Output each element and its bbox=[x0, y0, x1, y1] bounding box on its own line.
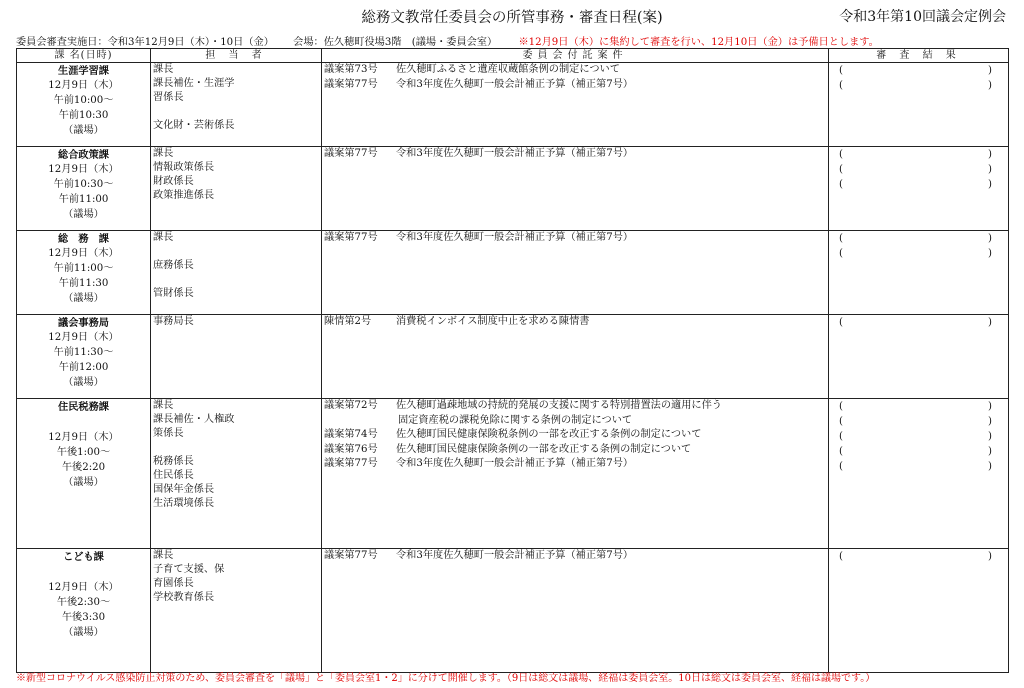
staff-entry: 課長 bbox=[153, 148, 174, 159]
table-row bbox=[17, 399, 1009, 549]
item-title: 令和3年度佐久穂町一般会計補正予算（補正第7号） bbox=[396, 232, 634, 243]
document-title: 総務文教常任委員会の所管事務・審査日程(案) bbox=[361, 10, 663, 26]
staff-cell bbox=[151, 63, 322, 147]
review-date: 12月9日（木） bbox=[48, 332, 119, 343]
result-open-paren: ( bbox=[839, 461, 843, 472]
staff-entry: 課長 bbox=[153, 232, 174, 243]
staff-entry: 文化財・芸術係長 bbox=[153, 120, 235, 131]
result-close-paren: ) bbox=[988, 80, 992, 91]
item-number: 議案第77号 bbox=[324, 78, 378, 90]
result-close-paren: ) bbox=[988, 179, 992, 190]
agenda-item bbox=[324, 414, 828, 429]
result-close-paren: ) bbox=[988, 317, 992, 328]
review-date: 12月9日（木） bbox=[48, 432, 119, 443]
results-cell bbox=[829, 315, 1009, 399]
result-close-paren: ) bbox=[988, 233, 992, 244]
staff-entry: 管財係長 bbox=[153, 288, 194, 299]
staff-entry: 住民係長 bbox=[153, 470, 194, 481]
item-number: 議案第77号 bbox=[324, 232, 378, 243]
items-cell bbox=[322, 147, 829, 231]
item-title: 固定資産税の課税免除に関する条例の制定について bbox=[398, 414, 633, 426]
result-open-paren: ( bbox=[839, 431, 843, 442]
time-start: 午後1:00～ bbox=[56, 447, 111, 458]
result-entry[interactable] bbox=[829, 162, 1008, 177]
result-open-paren: ( bbox=[839, 149, 843, 160]
result-close-paren: ) bbox=[988, 149, 992, 160]
item-title: 佐久穂町国民健康保険税条例の一部を改正する条例の制定について bbox=[396, 429, 702, 440]
staff-entry: 子育て支援、保 bbox=[153, 564, 225, 575]
item-title: 消費税インボイス制度中止を求める陳情書 bbox=[396, 316, 590, 327]
header-results: 審 査 結 果 bbox=[829, 49, 1009, 63]
items-cell bbox=[322, 315, 829, 399]
review-date: 12月9日（木） bbox=[48, 582, 119, 593]
item-title: 佐久穂町ふるさと遺産収蔵館条例の制定について bbox=[396, 64, 620, 75]
agenda-item bbox=[324, 457, 828, 472]
result-entry[interactable] bbox=[829, 231, 1008, 246]
agenda-item bbox=[324, 78, 828, 93]
division-name: 住民税務課 bbox=[58, 401, 109, 413]
staff-entry: 政策推進係長 bbox=[153, 190, 215, 201]
header-staff: 担 当 者 bbox=[151, 49, 322, 63]
table-row bbox=[17, 315, 1009, 399]
item-title: 佐久穂町過疎地域の持続的発展の支援に関する特別措置法の適用に伴う bbox=[396, 400, 722, 411]
time-start: 午後2:30～ bbox=[56, 597, 111, 608]
review-place: （議場） bbox=[63, 477, 104, 488]
results-cell bbox=[829, 147, 1009, 231]
result-close-paren: ) bbox=[988, 164, 992, 175]
header-division: 課 名(日時) bbox=[17, 49, 151, 63]
item-title: 令和3年度佐久穂町一般会計補正予算（補正第7号） bbox=[396, 78, 634, 90]
staff-entry bbox=[153, 273, 321, 287]
division-name: 総合政策課 bbox=[58, 149, 109, 161]
time-end: 午後3:30 bbox=[61, 612, 106, 623]
staff-entry: 課長補佐・人権政 bbox=[153, 414, 235, 425]
division-cell bbox=[17, 315, 151, 399]
review-place: （議場） bbox=[63, 627, 104, 638]
review-date: 12月9日（木） bbox=[48, 80, 119, 91]
time-end: 午前12:00 bbox=[58, 362, 109, 373]
item-title: 令和3年度佐久穂町一般会計補正予算（補正第7号） bbox=[396, 458, 634, 469]
time-start: 午前11:00～ bbox=[53, 263, 114, 274]
items-cell bbox=[322, 231, 829, 315]
table-header-row bbox=[17, 49, 1009, 63]
table-row bbox=[17, 63, 1009, 147]
staff-entry: 課長 bbox=[153, 400, 174, 411]
staff-entry bbox=[153, 245, 321, 259]
agenda-item bbox=[324, 147, 828, 162]
result-open-paren: ( bbox=[839, 233, 843, 244]
item-number: 議案第73号 bbox=[324, 64, 378, 75]
division-cell bbox=[17, 231, 151, 315]
review-place: （議場） bbox=[63, 125, 104, 136]
review-place: （議場） bbox=[63, 293, 104, 304]
session-label: 令和3年第10回議会定例会 bbox=[839, 9, 1006, 25]
division-name: 議会事務局 bbox=[58, 317, 109, 329]
items-cell bbox=[322, 63, 829, 147]
result-entry[interactable] bbox=[829, 315, 1008, 330]
table-row bbox=[17, 147, 1009, 231]
agenda-item bbox=[324, 231, 828, 246]
staff-entry: 庶務係長 bbox=[153, 260, 194, 271]
table-row bbox=[17, 549, 1009, 673]
result-entry[interactable] bbox=[829, 414, 1008, 429]
result-entry[interactable] bbox=[829, 429, 1008, 444]
staff-entry: 税務係長 bbox=[153, 456, 194, 467]
division-name: 生涯学習課 bbox=[58, 65, 109, 77]
staff-entry: 情報政策係長 bbox=[153, 162, 215, 173]
result-open-paren: ( bbox=[839, 551, 843, 562]
agenda-item bbox=[324, 63, 828, 78]
division-cell bbox=[17, 399, 151, 549]
result-close-paren: ) bbox=[988, 65, 992, 76]
item-number: 議案第77号 bbox=[324, 550, 378, 561]
items-cell bbox=[322, 549, 829, 673]
staff-entry: 国保年金係長 bbox=[153, 484, 215, 495]
result-entry[interactable] bbox=[829, 459, 1008, 474]
division-cell bbox=[17, 63, 151, 147]
result-entry[interactable] bbox=[829, 246, 1008, 261]
footer-note: ※新型コロナウイルス感染防止対策のため、委員会審査を「議場」と「委員会室1・2」に分けて開催します。（9日は総文は議場、経福は委員会室。10日は総文は委員会室、経福は議場です。） bbox=[16, 673, 876, 684]
staff-entry: 生活環境係長 bbox=[153, 498, 215, 509]
result-entry[interactable] bbox=[829, 444, 1008, 459]
time-end: 午前11:00 bbox=[58, 194, 109, 205]
time-start: 午前11:30～ bbox=[53, 347, 114, 358]
staff-entry: 財政係長 bbox=[153, 176, 194, 187]
agenda-item bbox=[324, 443, 828, 458]
result-entry[interactable] bbox=[829, 78, 1008, 93]
results-cell bbox=[829, 399, 1009, 549]
staff-entry bbox=[153, 105, 321, 119]
result-entry[interactable] bbox=[829, 63, 1008, 78]
result-open-paren: ( bbox=[839, 179, 843, 190]
document-header bbox=[0, 6, 1024, 26]
time-start: 午前10:30～ bbox=[53, 179, 114, 190]
staff-cell bbox=[151, 231, 322, 315]
result-close-paren: ) bbox=[988, 551, 992, 562]
item-title: 令和3年度佐久穂町一般会計補正予算（補正第7号） bbox=[396, 550, 634, 561]
agenda-item bbox=[324, 315, 828, 330]
item-title: 佐久穂町国民健康保険条例の一部を改正する条例の制定について bbox=[396, 443, 692, 455]
staff-entry: 学校教育係長 bbox=[153, 592, 215, 603]
item-number: 議案第77号 bbox=[324, 148, 378, 159]
results-cell bbox=[829, 549, 1009, 673]
result-open-paren: ( bbox=[839, 401, 843, 412]
result-open-paren: ( bbox=[839, 317, 843, 328]
result-close-paren: ) bbox=[988, 248, 992, 259]
results-cell bbox=[829, 63, 1009, 147]
time-start: 午前10:00～ bbox=[53, 95, 114, 106]
result-entry[interactable] bbox=[829, 177, 1008, 192]
result-open-paren: ( bbox=[839, 65, 843, 76]
result-close-paren: ) bbox=[988, 401, 992, 412]
item-number: 議案第77号 bbox=[324, 458, 378, 469]
time-end: 午前10:30 bbox=[58, 110, 109, 121]
review-place: （議場） bbox=[63, 377, 104, 388]
result-entry[interactable] bbox=[829, 549, 1008, 564]
result-close-paren: ) bbox=[988, 431, 992, 442]
item-number: 議案第76号 bbox=[324, 443, 378, 455]
result-close-paren: ) bbox=[988, 461, 992, 472]
venue: 会場：佐久穂町役場3階 (議場・委員会室） bbox=[293, 37, 498, 48]
header-items: 委員会付託案件 bbox=[322, 49, 829, 63]
result-close-paren: ) bbox=[988, 446, 992, 457]
info-line bbox=[16, 33, 1016, 47]
staff-cell bbox=[151, 315, 322, 399]
staff-cell bbox=[151, 399, 322, 549]
staff-entry: 課長 bbox=[153, 550, 174, 561]
division-name: 総 務 課 bbox=[58, 233, 109, 245]
staff-entry: 習係長 bbox=[153, 92, 184, 103]
result-open-paren: ( bbox=[839, 248, 843, 259]
staff-entry: 課長 bbox=[153, 64, 174, 75]
time-end: 午前11:30 bbox=[58, 278, 109, 289]
results-cell bbox=[829, 231, 1009, 315]
agenda-item bbox=[324, 399, 828, 414]
schedule-table bbox=[16, 48, 1009, 673]
schedule-note: ※12月9日（木）に集約して審査を行い、12月10日（金）は予備日とします。 bbox=[518, 37, 879, 48]
result-open-paren: ( bbox=[839, 416, 843, 427]
table-row bbox=[17, 231, 1009, 315]
staff-cell bbox=[151, 147, 322, 231]
result-entry[interactable] bbox=[829, 399, 1008, 414]
item-number: 議案第74号 bbox=[324, 429, 378, 440]
review-place: （議場） bbox=[63, 209, 104, 220]
staff-entry: 事務局長 bbox=[153, 316, 194, 327]
item-number: 議案第72号 bbox=[324, 400, 378, 411]
division-cell bbox=[17, 549, 151, 673]
staff-entry: 育園係長 bbox=[153, 578, 194, 589]
items-cell bbox=[322, 399, 829, 549]
division-cell bbox=[17, 147, 151, 231]
agenda-item bbox=[324, 428, 828, 443]
result-entry[interactable] bbox=[829, 147, 1008, 162]
review-dates: 委員会審査実施日：令和3年12月9日（木）・10日（金） bbox=[16, 37, 274, 48]
item-number: 陳情第2号 bbox=[324, 316, 372, 327]
result-open-paren: ( bbox=[839, 446, 843, 457]
review-date: 12月9日（木） bbox=[48, 248, 119, 259]
result-close-paren: ) bbox=[988, 416, 992, 427]
time-end: 午後2:20 bbox=[61, 462, 106, 473]
agenda-item bbox=[324, 549, 828, 564]
division-name: こども課 bbox=[63, 551, 104, 563]
result-open-paren: ( bbox=[839, 164, 843, 175]
item-title: 令和3年度佐久穂町一般会計補正予算（補正第7号） bbox=[396, 148, 634, 159]
staff-cell bbox=[151, 549, 322, 673]
result-open-paren: ( bbox=[839, 80, 843, 91]
staff-entry: 策係長 bbox=[153, 428, 184, 439]
review-date: 12月9日（木） bbox=[48, 164, 119, 175]
staff-entry bbox=[153, 441, 321, 455]
staff-entry: 課長補佐・生涯学 bbox=[153, 78, 235, 89]
